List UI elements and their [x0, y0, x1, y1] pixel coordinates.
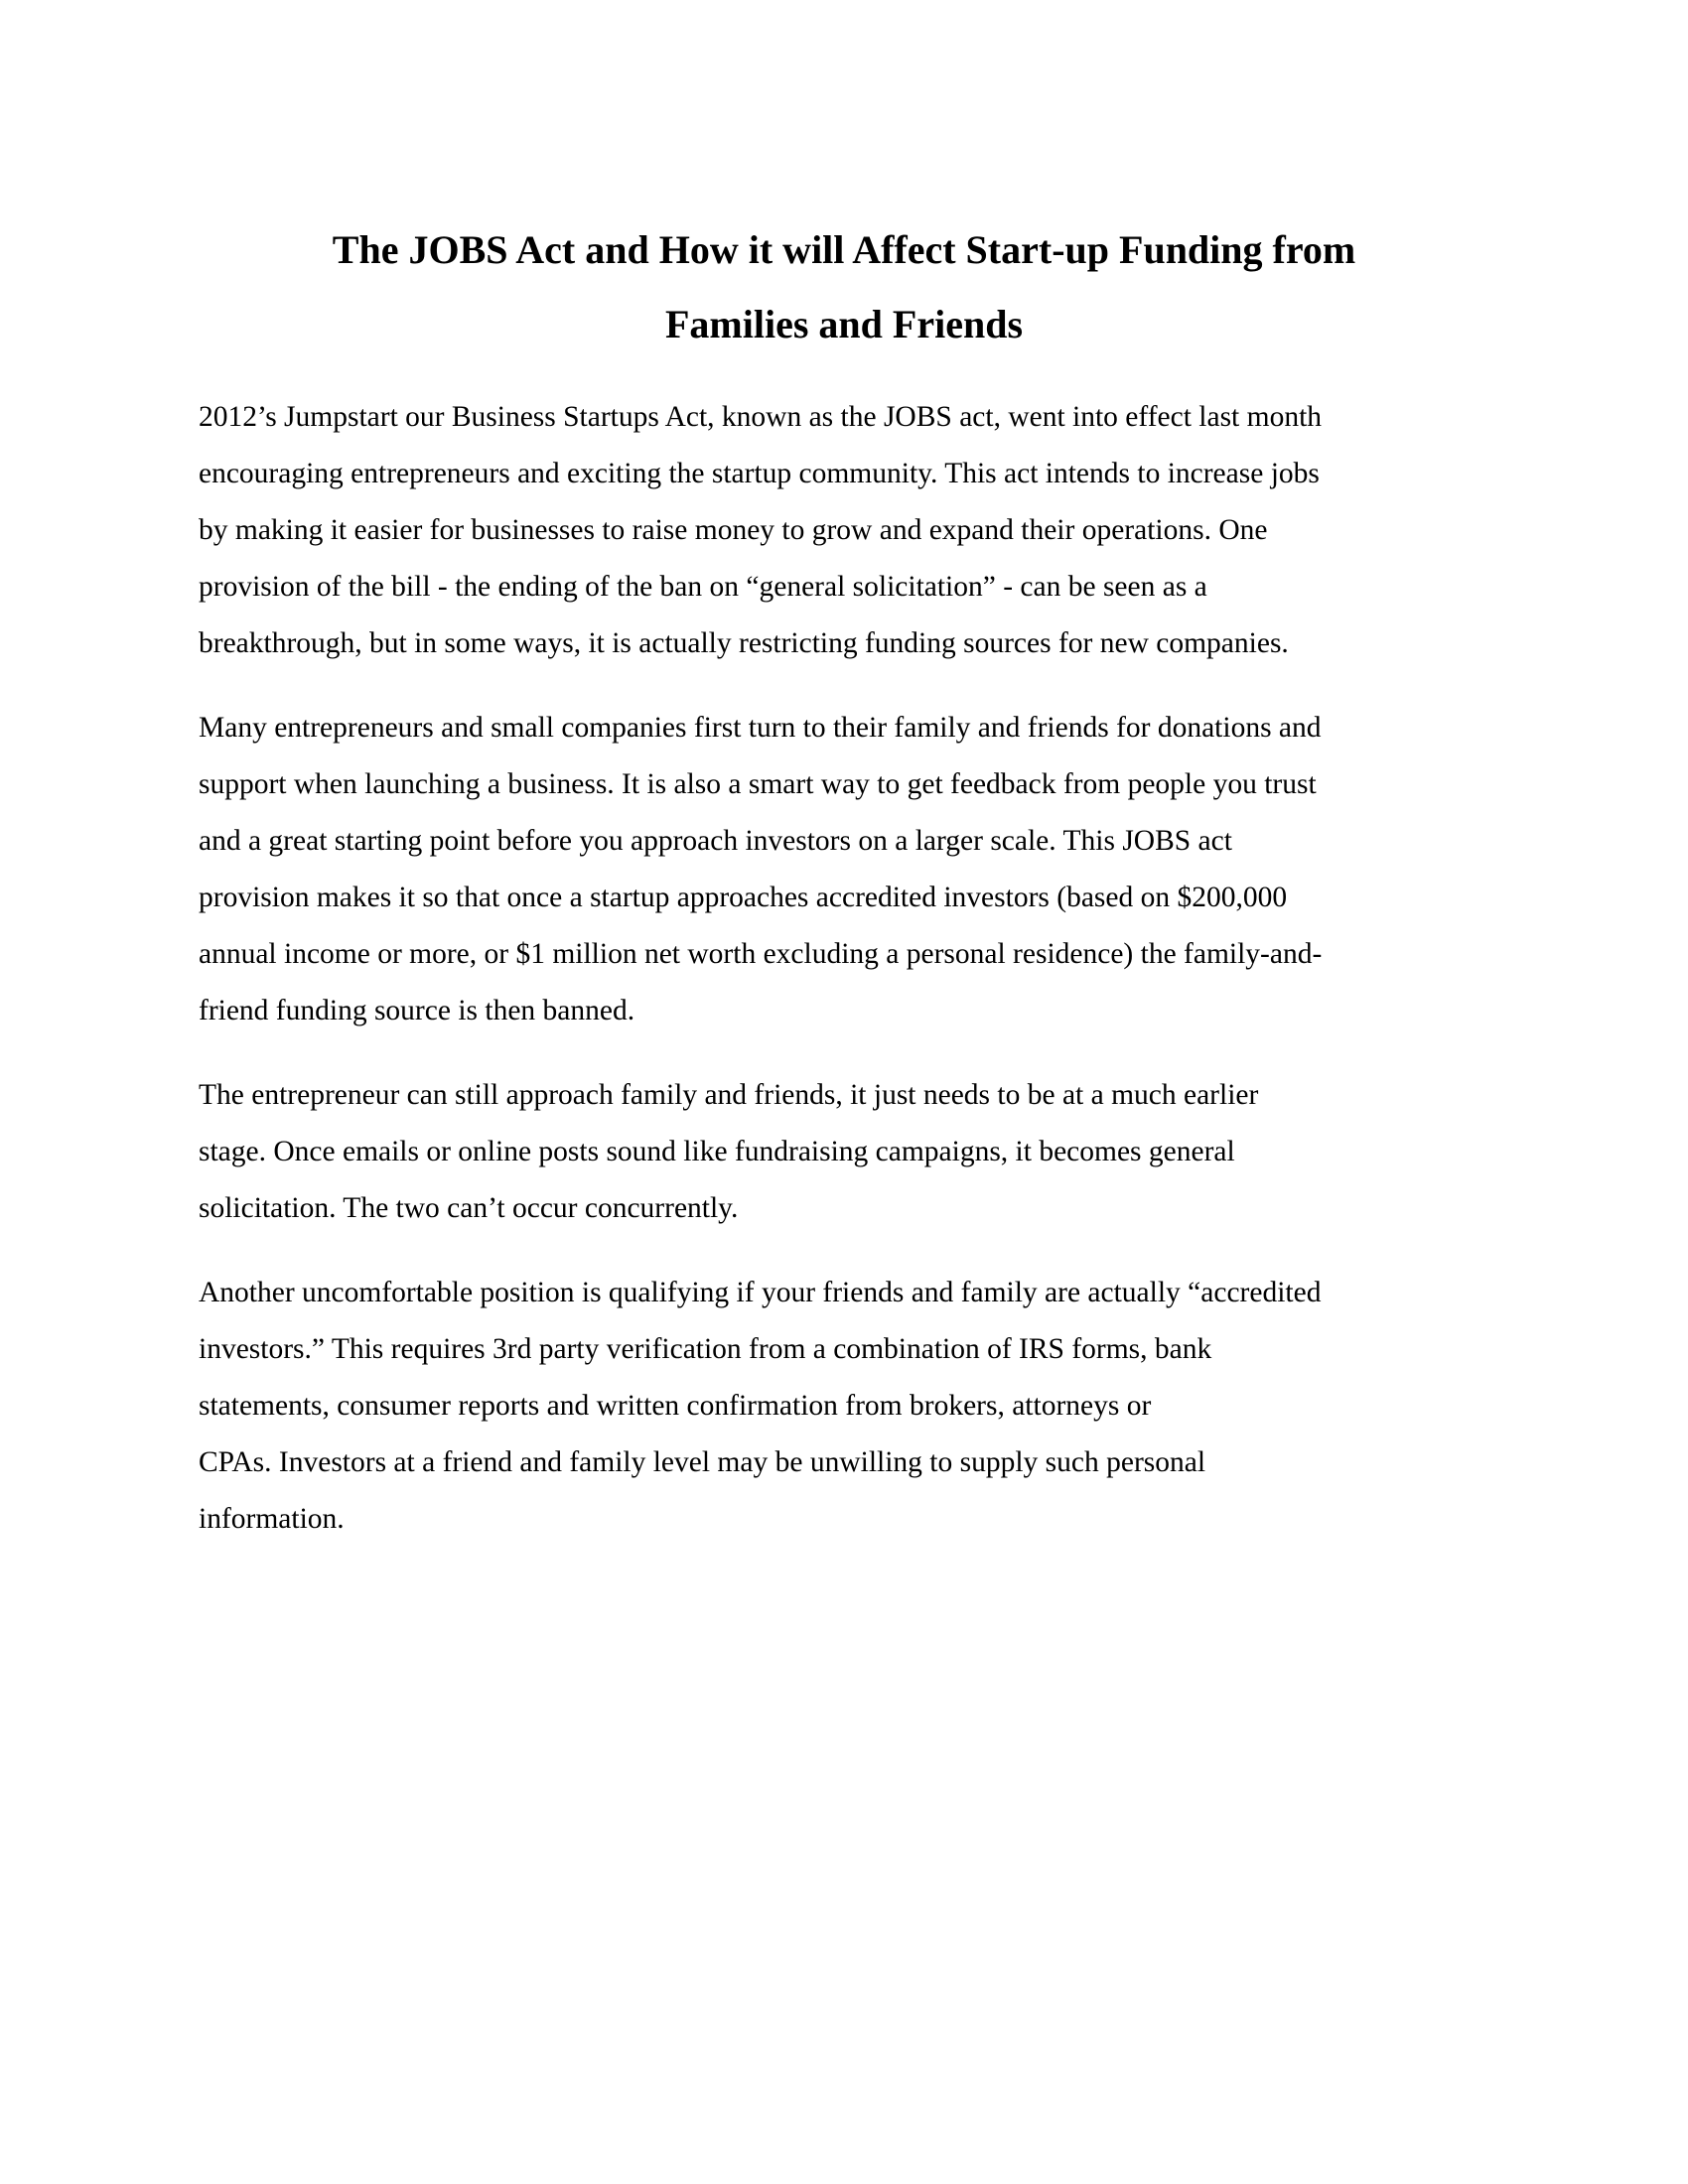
text-line: and a great starting point before you approach investors on a larger scale. This JOBS act: [199, 825, 1232, 857]
text-line: breakthrough, but in some ways, it is actually restricting funding sources for new companies.: [199, 627, 1289, 659]
text-line: information.: [199, 1503, 345, 1535]
title-line: The JOBS Act and How it will Affect Start-up Funding from: [332, 227, 1356, 272]
paragraph-2: [199, 700, 1489, 1039]
text-line: annual income or more, or $1 million net worth excluding a personal residence) the family-and-: [199, 938, 1323, 970]
text-line: by making it easier for businesses to raise money to grow and expand their operations. One: [199, 514, 1268, 546]
text-line: Many entrepreneurs and small companies first turn to their family and friends for donations and: [199, 712, 1322, 744]
text-line: encouraging entrepreneurs and exciting the startup community. This act intends to increase jobs: [199, 458, 1320, 489]
text-line: provision makes it so that once a startup approaches accredited investors (based on $200,000: [199, 882, 1288, 913]
text-line: Another uncomfortable position is qualifying if your friends and family are actually “accredited: [199, 1277, 1322, 1308]
paragraph-1: [199, 389, 1489, 672]
text-line: 2012’s Jumpstart our Business Startups Act, known as the JOBS act, went into effect last month: [199, 401, 1323, 433]
text-line: provision of the bill - the ending of the ban on “general solicitation” - can be seen as a: [199, 571, 1207, 603]
text-line: support when launching a business. It is also a smart way to get feedback from people you trust: [199, 768, 1317, 800]
text-line: CPAs. Investors at a friend and family level may be unwilling to supply such personal: [199, 1446, 1206, 1478]
text-line: solicitation. The two can’t occur concurrently.: [199, 1192, 739, 1224]
text-line: investors.” This requires 3rd party verification from a combination of IRS forms, bank: [199, 1333, 1212, 1365]
title-line: Families and Friends: [664, 302, 1024, 346]
paragraph-4: [199, 1265, 1489, 1548]
document-title: [199, 212, 1489, 361]
document-body: [199, 389, 1489, 1575]
text-line: stage. Once emails or online posts sound like fundraising campaigns, it becomes general: [199, 1136, 1235, 1167]
paragraph-3: [199, 1067, 1489, 1237]
text-line: The entrepreneur can still approach family and friends, it just needs to be at a much earlier: [199, 1079, 1259, 1111]
text-line: statements, consumer reports and written confirmation from brokers, attorneys or: [199, 1390, 1152, 1422]
text-line: friend funding source is then banned.: [199, 995, 635, 1026]
